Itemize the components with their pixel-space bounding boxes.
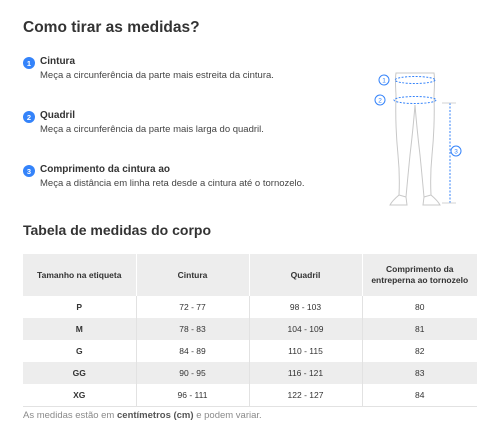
step-title: Quadril	[40, 110, 76, 121]
size-table	[23, 254, 477, 407]
inseam-value: 83	[362, 362, 477, 384]
waist-value: 84 - 89	[136, 340, 249, 362]
hip-value: 116 - 121	[249, 362, 362, 384]
table-row	[23, 296, 477, 318]
hip-value: 98 - 103	[249, 296, 362, 318]
step-number-badge: 1	[23, 57, 35, 69]
marker-length: 3	[454, 148, 458, 156]
size-label: M	[23, 318, 136, 340]
inseam-value: 80	[362, 296, 477, 318]
hip-value: 110 - 115	[249, 340, 362, 362]
marker-waist: 1	[382, 77, 386, 85]
size-label: XG	[23, 384, 136, 406]
header-waist: Cintura	[136, 254, 249, 296]
size-label: GG	[23, 362, 136, 384]
step-title: Comprimento da cintura ao	[40, 164, 171, 175]
step-description: Meça a circunferência da parte mais estreita da cintura.	[40, 70, 274, 81]
table-row	[23, 318, 477, 340]
legs-illustration	[370, 55, 470, 215]
table-header-row	[23, 254, 477, 296]
step-number-badge: 2	[23, 111, 35, 123]
waist-value: 72 - 77	[136, 296, 249, 318]
step-description: Meça a circunferência da parte mais larga do quadril.	[40, 124, 264, 135]
inseam-value: 84	[362, 384, 477, 406]
marker-hip: 2	[378, 97, 382, 105]
units-footnote	[23, 410, 262, 421]
size-label: G	[23, 340, 136, 362]
size-label: P	[23, 296, 136, 318]
page-title: Como tirar as medidas?	[23, 19, 200, 36]
table-title: Tabela de medidas do corpo	[23, 222, 212, 238]
step-title: Cintura	[40, 56, 75, 67]
waist-value: 78 - 83	[136, 318, 249, 340]
body-measurement-figure	[370, 55, 470, 215]
step-number-badge: 3	[23, 165, 35, 177]
table-row	[23, 384, 477, 406]
table-row	[23, 340, 477, 362]
table-row	[23, 362, 477, 384]
hip-value: 104 - 109	[249, 318, 362, 340]
step-description: Meça a distância em linha reta desde a cintura até o tornozelo.	[40, 178, 305, 189]
header-hip: Quadril	[249, 254, 362, 296]
inseam-value: 81	[362, 318, 477, 340]
footnote-suffix: e podem variar.	[193, 410, 262, 421]
waist-value: 96 - 111	[136, 384, 249, 406]
hip-value: 122 - 127	[249, 384, 362, 406]
header-size-label: Tamanho na etiqueta	[23, 254, 136, 296]
inseam-value: 82	[362, 340, 477, 362]
footnote-prefix: As medidas estão em	[23, 410, 117, 421]
footnote-unit: centímetros (cm)	[117, 410, 194, 421]
waist-value: 90 - 95	[136, 362, 249, 384]
header-inseam: Comprimento da entreperna ao tornozelo	[362, 254, 477, 296]
